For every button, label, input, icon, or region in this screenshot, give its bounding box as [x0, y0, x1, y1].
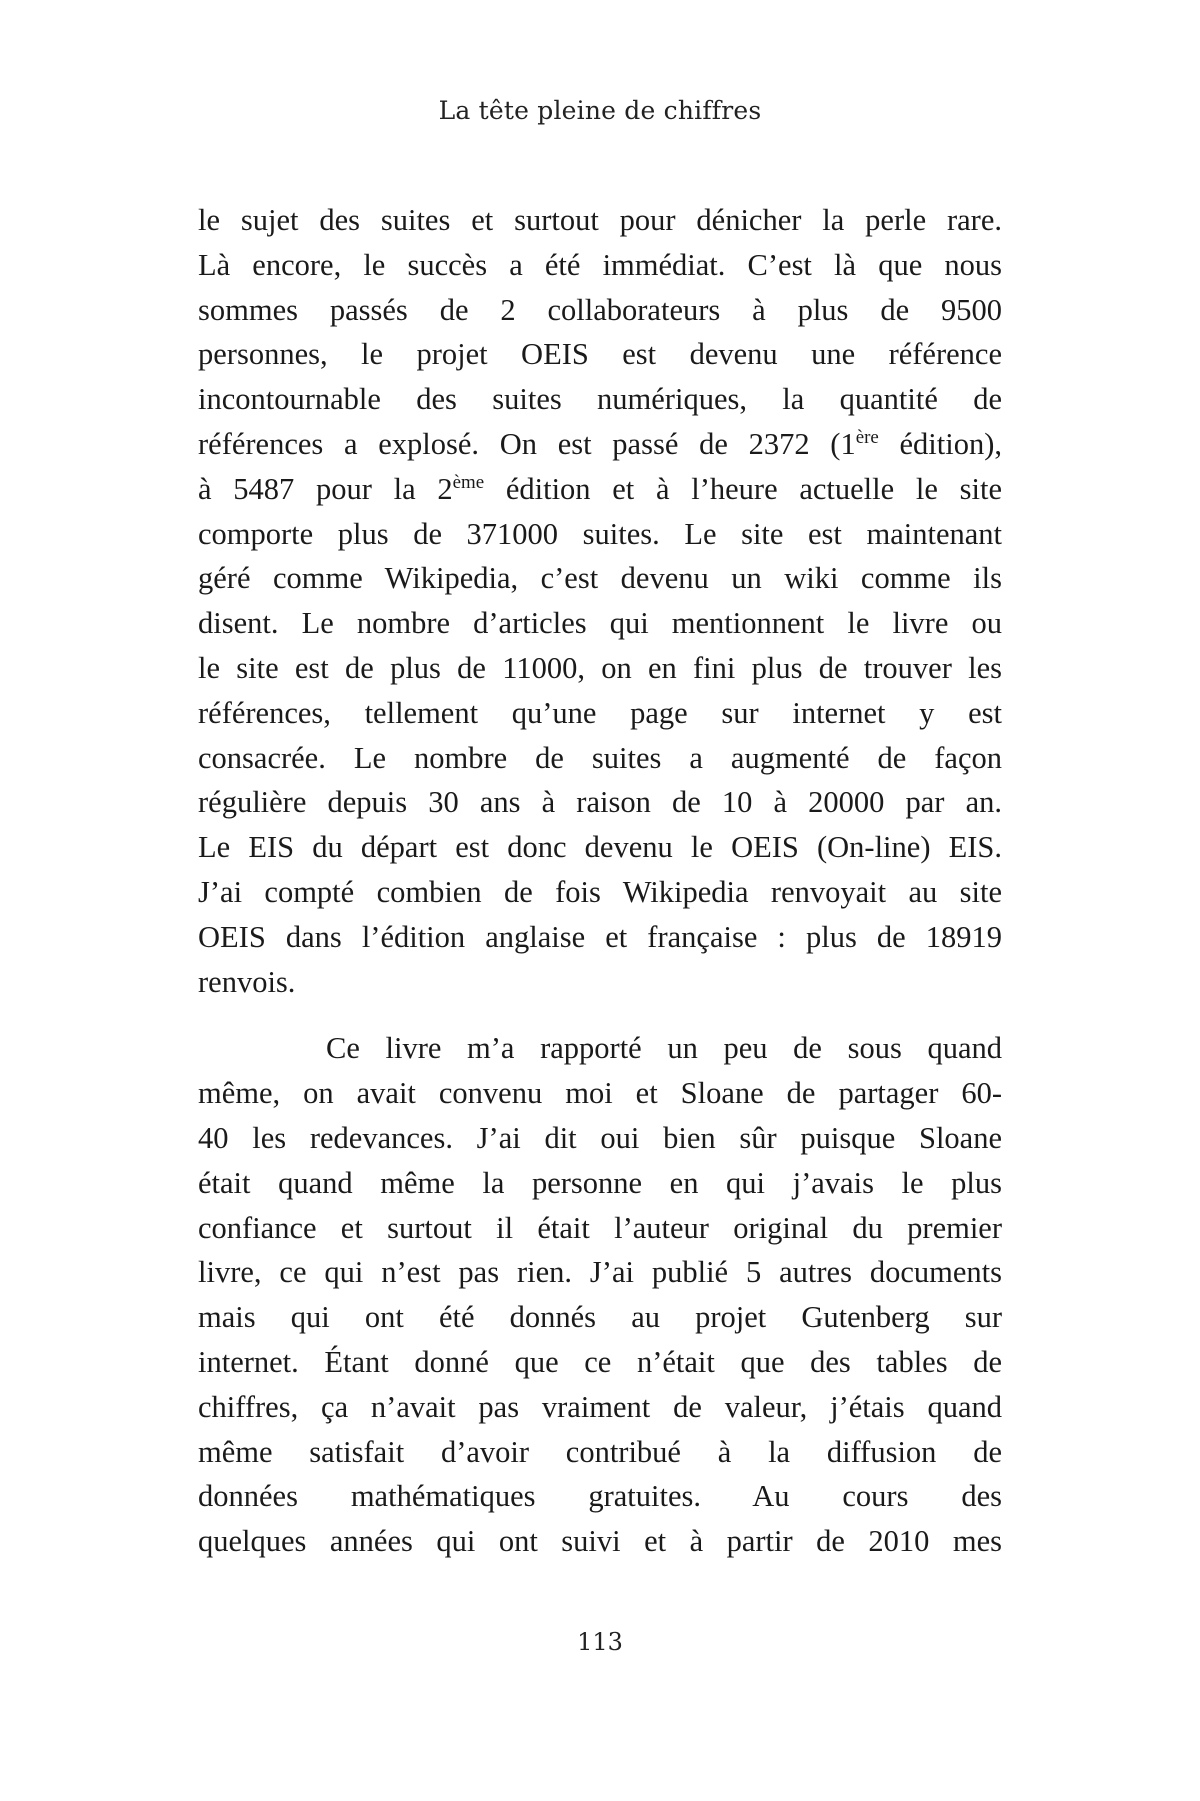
text-line: 40 les redevances. J’ai dit oui bien sûr puisque Sloane	[198, 1120, 1002, 1155]
text-line: le sujet des suites et surtout pour dénicher la perle rare.	[198, 203, 1002, 237]
text-segment: références a explosé. On est passé de 2372 (1	[198, 426, 856, 461]
text-line: internet. Étant donné que ce n’était que des tables de	[198, 1344, 1002, 1379]
text-segment: édition),	[878, 426, 1002, 461]
text-line: livre, ce qui n’est pas rien. J’ai publié 5 autres documents	[198, 1255, 1002, 1290]
text-line: sommes passés de 2 collaborateurs à plus de 9500	[198, 292, 1002, 327]
text-line: consacrée. Le nombre de suites a augmenté de façon	[198, 740, 1002, 775]
text-line: références, tellement qu’une page sur internet y est	[198, 695, 1002, 730]
text-line: Le EIS du départ est donc devenu le OEIS (On-line) EIS.	[198, 830, 1002, 865]
text-line: comporte plus de 371000 suites. Le site est maintenant	[198, 516, 1002, 551]
text-line: chiffres, ça n’avait pas vraiment de valeur, j’étais quand	[198, 1389, 1002, 1424]
paragraph-1	[198, 198, 1002, 1004]
text-line: incontournable des suites numériques, la quantité de	[198, 382, 1002, 417]
text-line: renvois.	[198, 964, 296, 999]
text-line-with-superscript	[198, 467, 1002, 512]
text-line: mais qui ont été donnés au projet Gutenberg sur	[198, 1300, 1002, 1335]
running-header: La tête pleine de chiffres	[438, 96, 762, 125]
text-line: OEIS dans l’édition anglaise et française : plus de 18919	[198, 919, 1002, 954]
text-line: quelques années qui ont suivi et à partir de 2010 mes	[198, 1524, 1002, 1559]
paragraph-2	[198, 1026, 1002, 1564]
text-line: même satisfait d’avoir contribué à la diffusion de	[198, 1434, 1002, 1469]
text-line: Ce livre m’a rapporté un peu de sous quand	[326, 1031, 1002, 1066]
body-text	[198, 198, 1002, 1564]
text-line: données mathématiques gratuites. Au cours des	[198, 1479, 1002, 1514]
page-number: 113	[577, 1628, 623, 1656]
text-line: personnes, le projet OEIS est devenu une référence	[198, 337, 1002, 372]
text-line: confiance et surtout il était l’auteur original du premier	[198, 1210, 1002, 1245]
text-line-with-superscript	[198, 422, 1002, 467]
text-line: le site est de plus de 11000, on en fini plus de trouver les	[198, 650, 1002, 685]
superscript: ère	[855, 426, 879, 448]
text-line: Là encore, le succès a été immédiat. C’est là que nous	[198, 247, 1002, 282]
text-line: était quand même la personne en qui j’avais le plus	[198, 1165, 1002, 1200]
text-segment: à 5487 pour la 2	[198, 471, 453, 506]
text-line: géré comme Wikipedia, c’est devenu un wiki comme ils	[198, 561, 1002, 596]
text-segment: édition et à l’heure actuelle le site	[484, 471, 1002, 506]
text-line: même, on avait convenu moi et Sloane de partager 60-	[198, 1076, 1002, 1111]
text-line: régulière depuis 30 ans à raison de 10 à 20000 par an.	[198, 785, 1002, 820]
text-line: J’ai compté combien de fois Wikipedia renvoyait au site	[198, 874, 1002, 909]
text-line: disent. Le nombre d’articles qui mentionnent le livre ou	[198, 606, 1002, 641]
superscript: ème	[452, 471, 485, 493]
